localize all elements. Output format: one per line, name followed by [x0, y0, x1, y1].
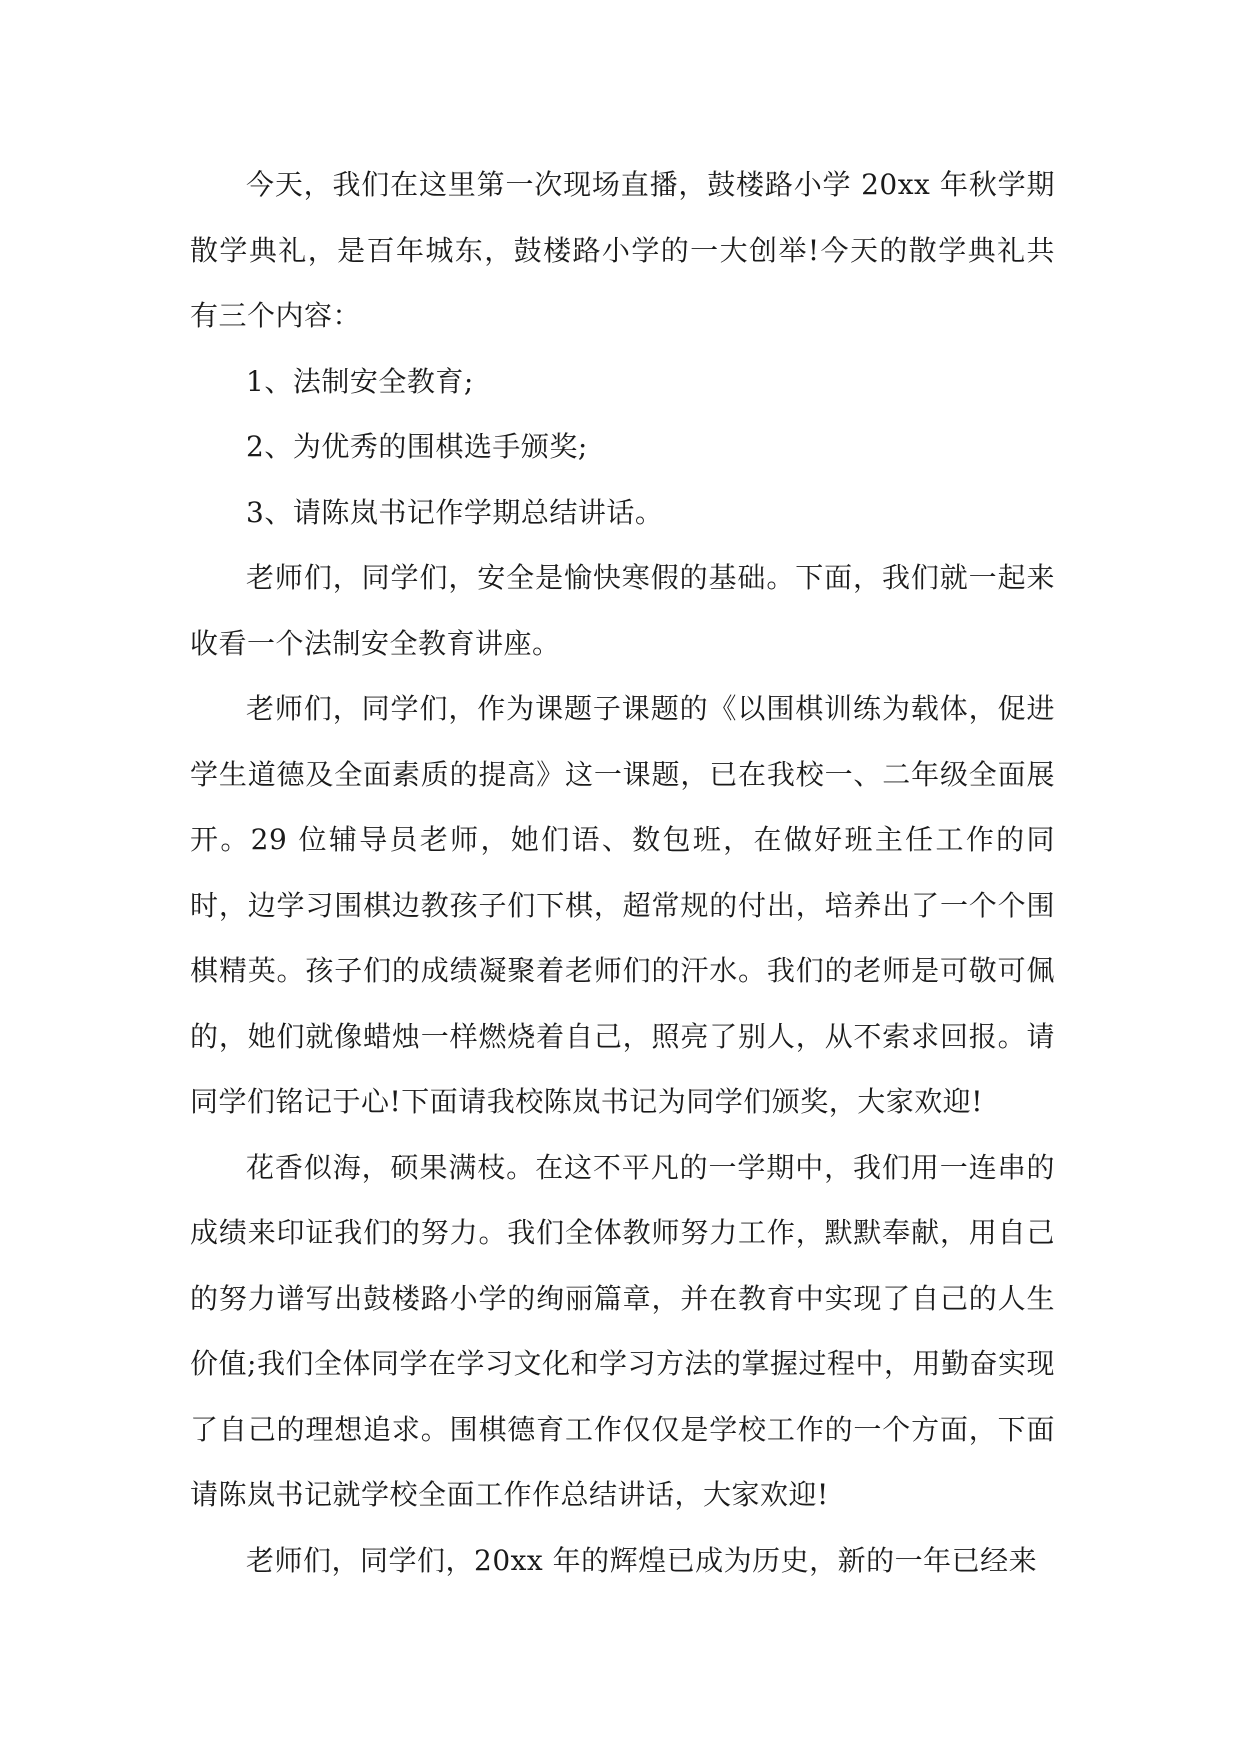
- document-body: [190, 152, 1055, 1593]
- list-item-1: 1、法制安全教育;: [246, 364, 474, 398]
- list-item-2: 2、为优秀的围棋选手颁奖;: [246, 430, 588, 463]
- paragraph-achievements: 花香似海，硕果满枝。在这不平凡的一学期中，我们用一连串的成绩来印证我们的努力。我们全体教师努力工作，默默奉献，用自己的努力谱写出鼓楼路小学的绚丽篇章，并在教育中实现了自己的人生价值;我们全体同学在学习文化和学习方法的掌握过程中，用勤奋实现了自己的理想追求。围棋德育工作仅仅是学校工作的一个方面，下面请陈岚书记就学校全面工作作总结讲话，大家欢迎!: [190, 1150, 1055, 1511]
- paragraph-go-training: 老师们，同学们，作为课题子课题的《以围棋训练为载体，促进学生道德及全面素质的提高》这一课题，已在我校一、二年级全面展开。29 位辅导员老师，她们语、数包班，在做好班主任工作的同时，边学习围棋边教孩子们下棋，超常规的付出，培养出了一个个围棋精英。孩子们的成绩凝聚着老师们的汗水。我们的老师是可敬可佩的，她们就像蜡烛一样燃烧着自己，照亮了别人，从不索求回报。请同学们铭记于心!下面请我校陈岚书记为同学们颁奖，大家欢迎!: [190, 692, 1055, 1118]
- paragraph-intro: 今天，我们在这里第一次现场直播，鼓楼路小学 20xx 年秋学期散学典礼，是百年城东，鼓楼路小学的一大创举!今天的散学典礼共有三个内容：: [190, 168, 1055, 332]
- paragraph-safety: 老师们，同学们，安全是愉快寒假的基础。下面，我们就一起来收看一个法制安全教育讲座。: [190, 561, 1055, 660]
- paragraph-closing: 老师们，同学们，20xx 年的辉煌已成为历史，新的一年已经来: [246, 1543, 1038, 1577]
- list-item-3: 3、请陈岚书记作学期总结讲话。: [246, 495, 664, 529]
